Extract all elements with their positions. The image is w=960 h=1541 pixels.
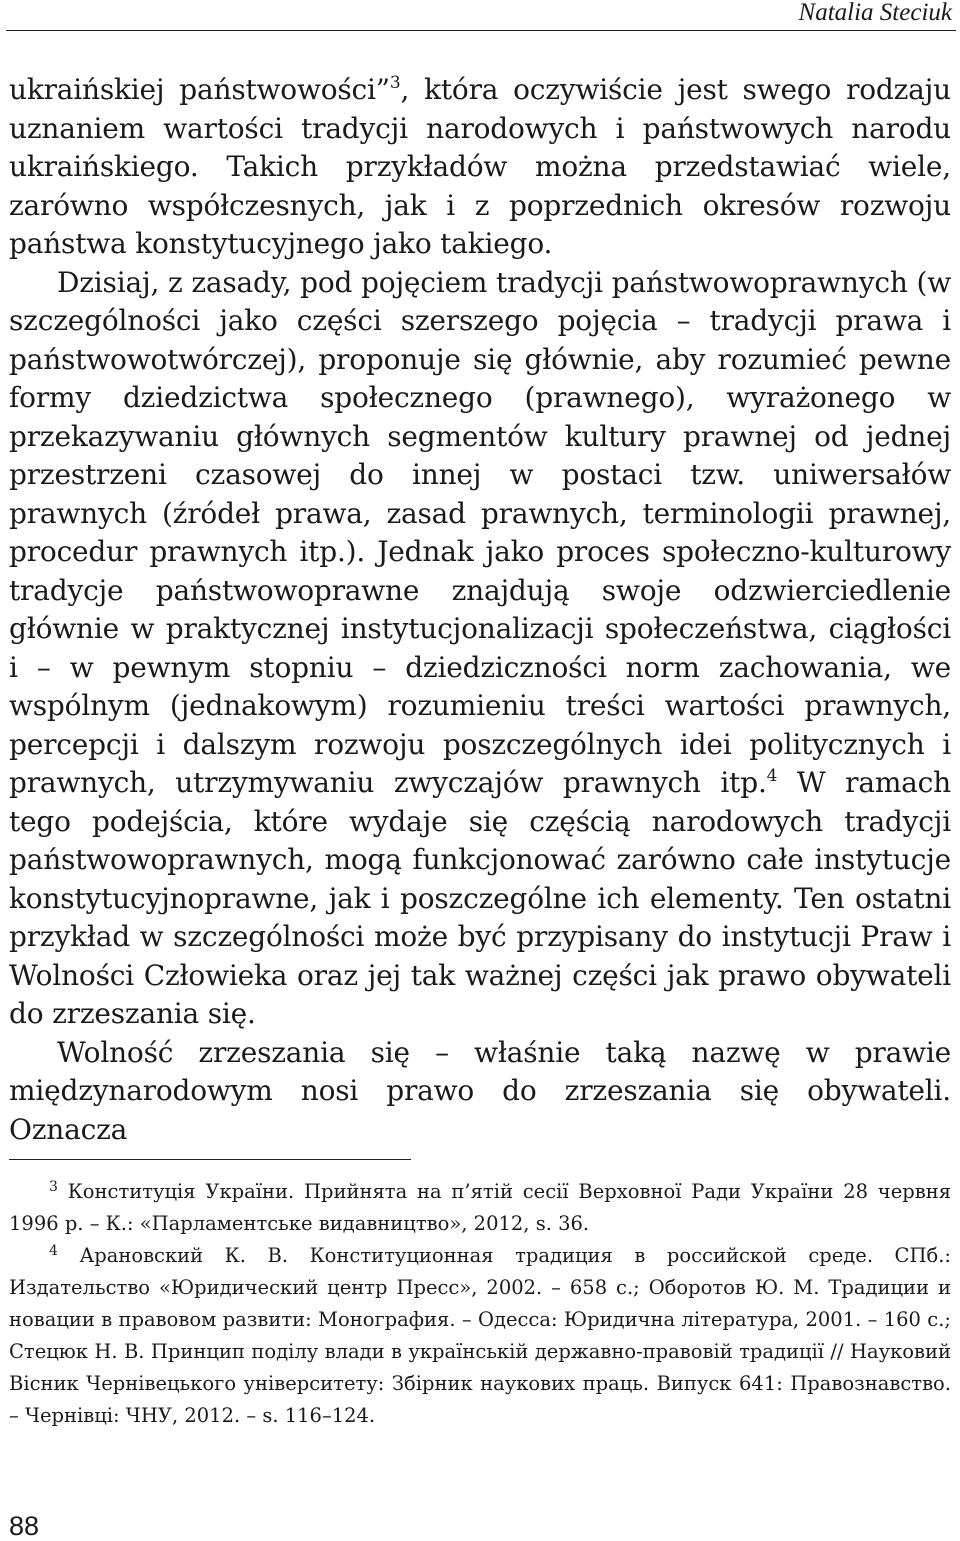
body-text	[9, 71, 951, 1149]
paragraph-2-text-b: W ramach tego podejścia, które wydaje się częścią narodowych tradycji państwowoprawnych, mogą funkcjonować zarówno całe instytucje konstytucyjnoprawne, jak i poszczególne ich elementy. Ten ostatni przykład w szczególności może być przypisany do instytucji Praw i Wolności Człowieka oraz jej tak ważnej części jak prawo obywateli do zrzeszania się.	[9, 766, 951, 1030]
running-head: Natalia Steciuk	[798, 0, 952, 26]
footnote-mark: 3	[49, 1179, 58, 1195]
footnote-mark: 4	[49, 1243, 58, 1259]
footnote-separator	[9, 1159, 411, 1160]
paragraph-2	[9, 264, 951, 1034]
footnote-3	[9, 1176, 951, 1240]
paragraph-1	[9, 71, 951, 264]
header-rule	[6, 30, 956, 31]
page-header	[0, 0, 960, 34]
footnote-text: Конституція України. Прийнята на п’ятій сесії Верховної Ради України 28 червня 1996 р. – К.: «Парламентське видавництво», 2012, s. 36.	[9, 1180, 951, 1235]
paragraph-1-text-a: ukraińskiej państwowości”	[9, 73, 390, 106]
footnotes	[9, 1176, 951, 1432]
footnote-ref-3[interactable]: 3	[389, 73, 401, 93]
footnote-text: Арановский К. В. Конституционная традиция в российской среде. СПб.: Издательство «Юридический центр Пресс», 2002. – 658 с.; Оборотов Ю. М. Традиции и новации в правовом развити: Монография. – Одесса: Юридична література, 2001. – 160 с.; Стецюк Н. В. Принцип поділу влади в українській державно-правовій традиції // Науковий Вісник Чернівецького університету: Збірник наукових праць. Випуск 641: Правознавство. – Чернівці: ЧНУ, 2012. – s. 116–124.	[9, 1244, 951, 1427]
footnote-4	[9, 1240, 951, 1432]
paragraph-2-text-a: Dzisiaj, z zasady, pod pojęciem tradycji państwowoprawnych (w szczególności jako części szerszego pojęcia – tradycji prawa i państwowotwórczej), proponuje się głównie, aby rozumieć pewne formy dziedzictwa społecznego (prawnego), wyrażonego w przekazywaniu głównych segmentów kultury prawnej od jednej przestrzeni czasowej do innej w postaci tzw. uniwersałów prawnych (źródeł prawa, zasad prawnych, terminologii prawnej, procedur prawnych itp.). Jednak jako proces społeczno-kulturowy tradycje państwowoprawne znajdują swoje odzwierciedlenie głównie w praktycznej instytucjonalizacji społeczeństwa, ciągłości i – w pewnym stopniu – dziedziczności norm zachowania, we wspólnym (jednakowym) rozumieniu treści wartości prawnych, percepcji i dalszym rozwoju poszczególnych idei politycznych i prawnych, utrzymywaniu zwyczajów prawnych itp.	[9, 265, 951, 799]
paragraph-1-text-b: , która oczywiście jest swego rodzaju uznaniem wartości tradycji narodowych i państwowych narodu ukraińskiego. Takich przykładów można przedstawiać wiele, zarówno współczesnych, jak i z poprzednich okresów rozwoju państwa konstytucyjnego jako takiego.	[9, 73, 951, 260]
paragraph-3: Wolność zrzeszania się – właśnie taką nazwę w prawie międzynarodowym nosi prawo do zrzeszania się obywateli. Oznacza	[9, 1035, 951, 1146]
footnote-ref-4[interactable]: 4	[766, 766, 778, 786]
page-number: 88	[9, 1511, 40, 1541]
